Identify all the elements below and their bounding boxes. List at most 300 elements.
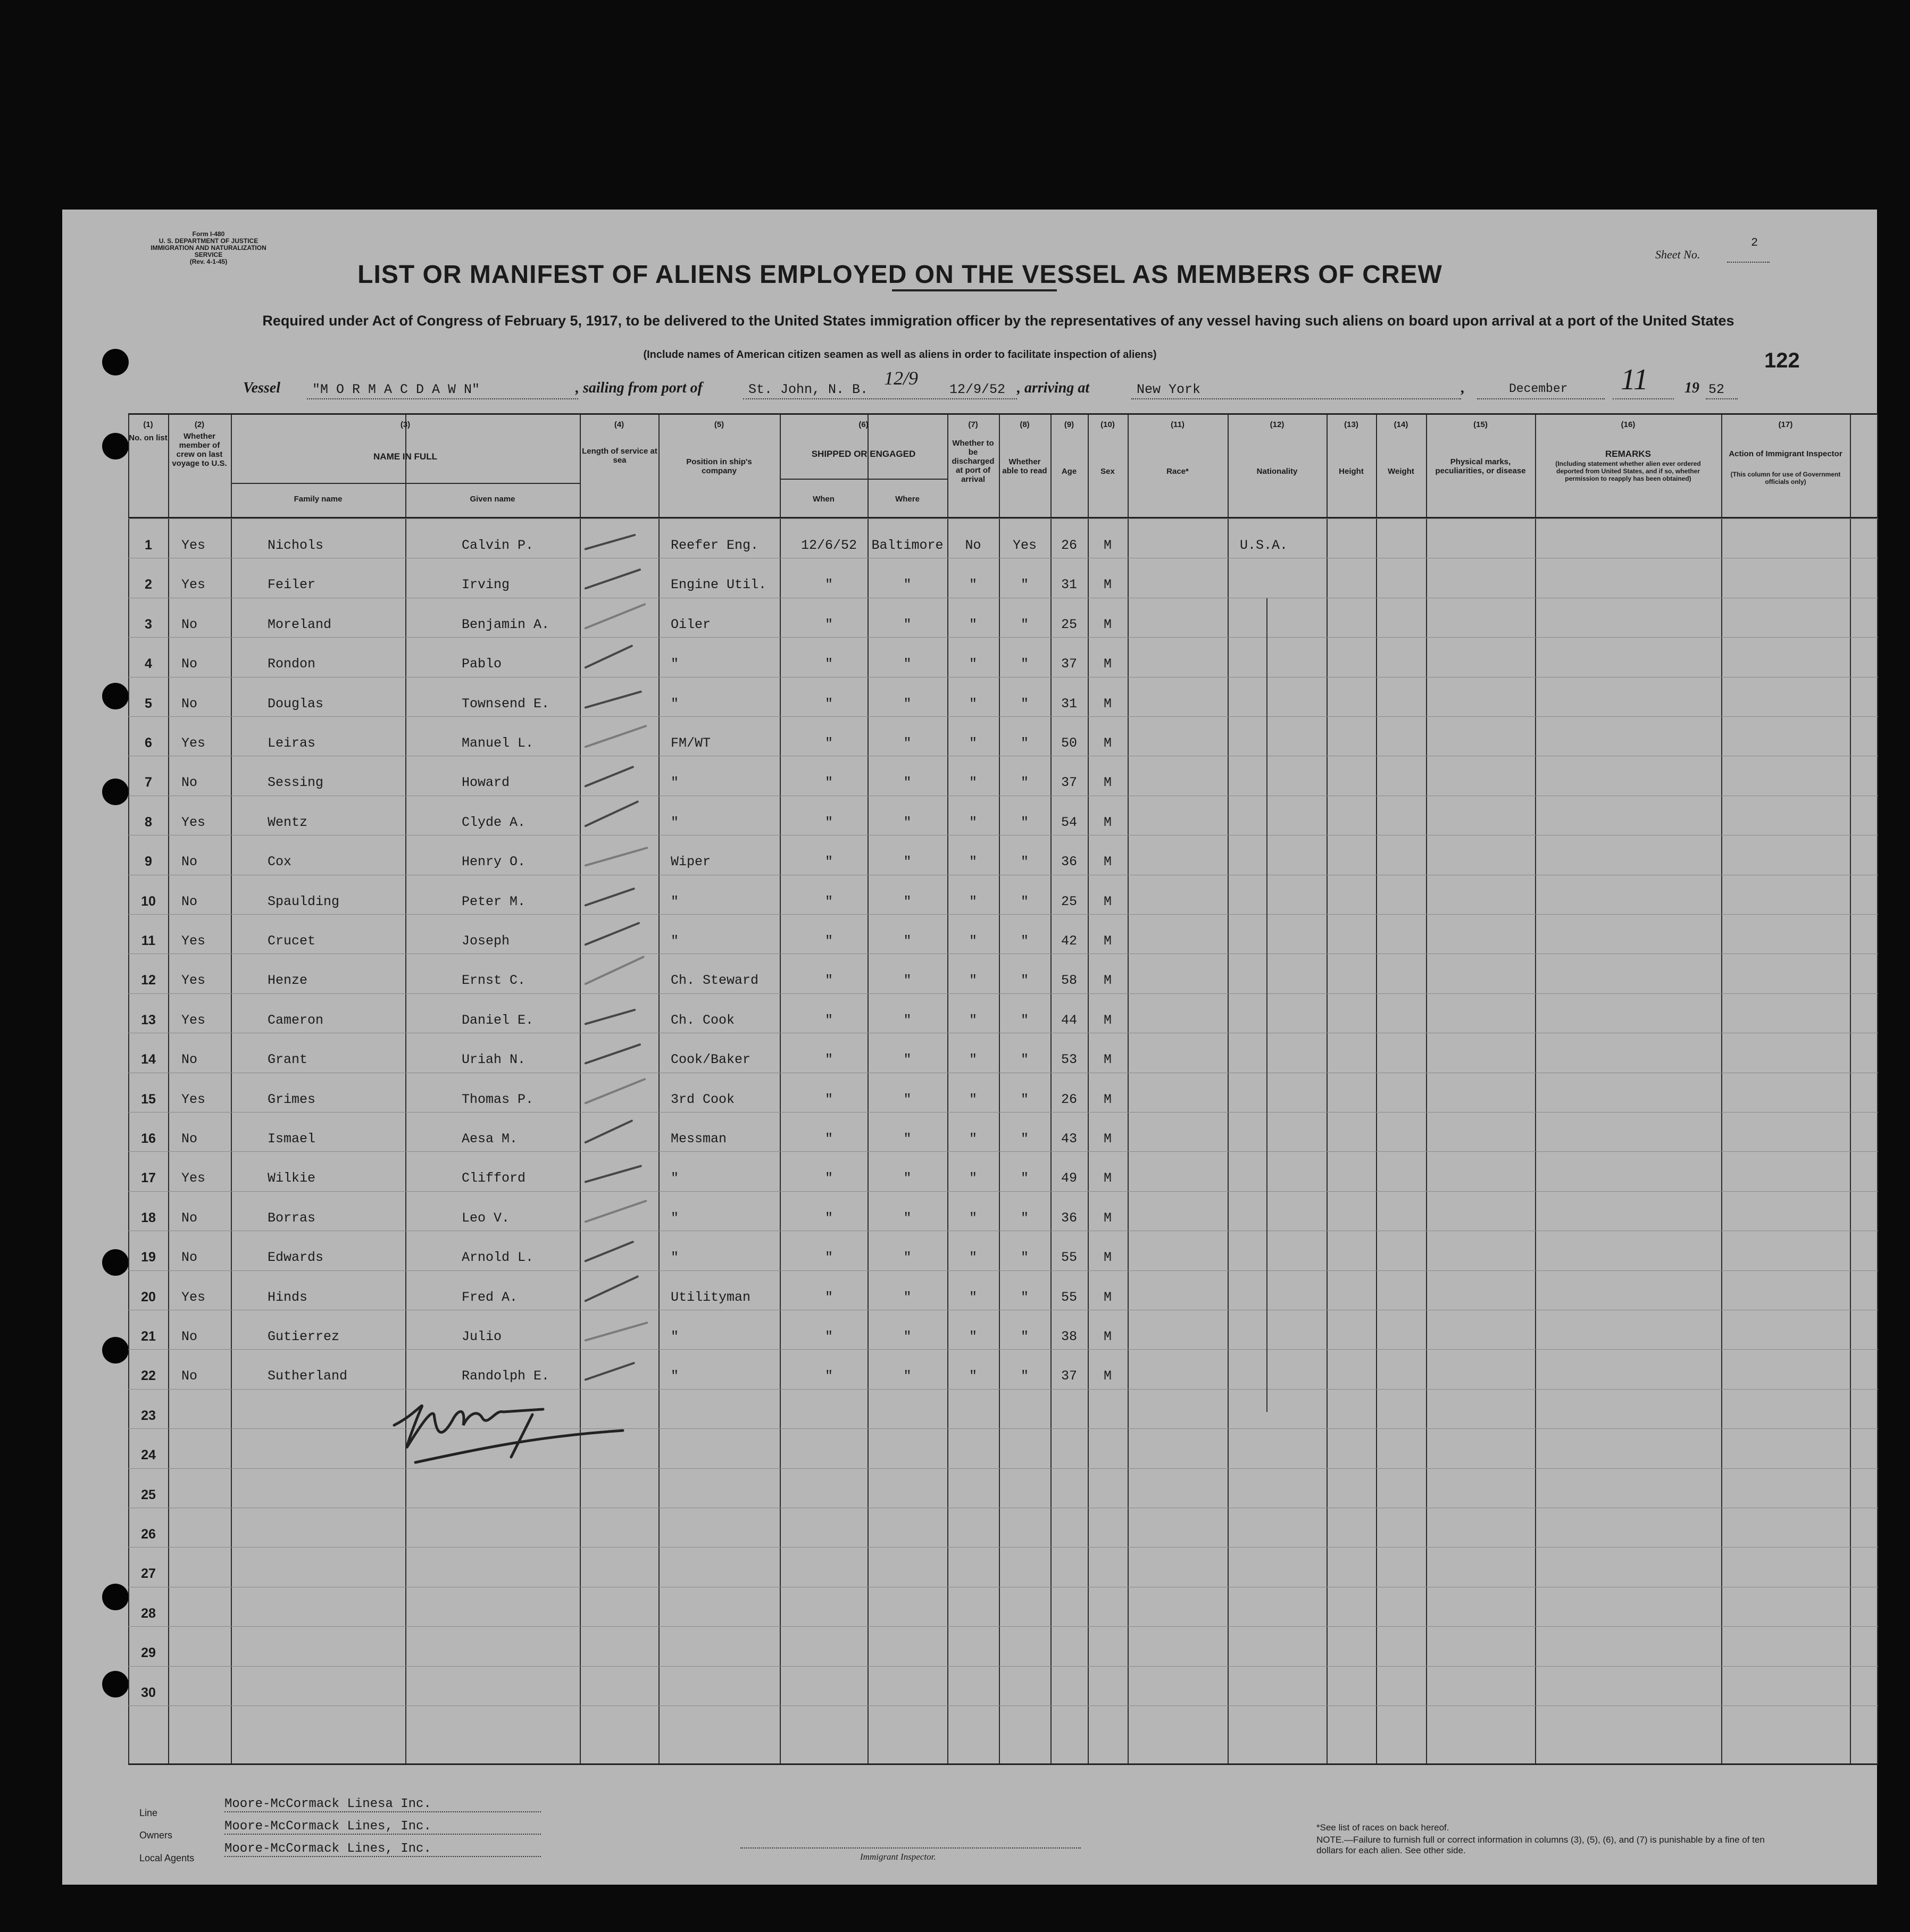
arriving-label: , arriving at — [1017, 380, 1090, 396]
cell-prev: Yes — [181, 933, 206, 949]
cell-discharge: " — [969, 854, 977, 870]
row-rule — [128, 1349, 1878, 1350]
cell-given: Aesa M. — [462, 1131, 518, 1147]
page-title: LIST OR MANIFEST OF ALIENS EMPLOYED ON THE VESSEL AS MEMBERS OF CREW — [357, 261, 1442, 289]
col-divider — [780, 415, 781, 1763]
cell-age: 26 — [1061, 1091, 1077, 1107]
cell-sex: M — [1103, 1012, 1112, 1028]
cell-position: " — [671, 933, 679, 949]
cell-where: " — [903, 1210, 912, 1226]
cell-position: " — [671, 893, 679, 909]
row-rule — [128, 1112, 1878, 1113]
col15-header: Physical marks, peculiarities, or disease — [1435, 457, 1526, 475]
cell-family: Sessing — [268, 775, 324, 791]
col-divider — [231, 415, 232, 1763]
col7-number: (7) — [968, 420, 978, 429]
cell-given: Howard — [462, 775, 510, 791]
form-service: IMMIGRATION AND NATURALIZATION SERVICE — [151, 244, 266, 258]
col8-header: Whether able to read — [1002, 457, 1047, 475]
cell-sex: M — [1103, 538, 1112, 553]
cell-sex: M — [1103, 1210, 1112, 1226]
cell-sex: M — [1103, 1368, 1112, 1384]
cell-where: " — [903, 1012, 912, 1028]
cell-age: 54 — [1061, 814, 1077, 830]
shipped-when-header: When — [813, 495, 835, 504]
cell-discharge: " — [969, 1289, 977, 1305]
cell-where: " — [903, 893, 912, 909]
cell-given: Daniel E. — [462, 1012, 534, 1028]
cell-discharge: " — [969, 1170, 977, 1186]
cell-read: " — [1020, 1289, 1029, 1305]
check-mark — [584, 1241, 634, 1262]
col4-header: Length of service at sea — [582, 447, 657, 465]
cell-position: " — [671, 814, 679, 830]
cell-when: " — [824, 1368, 833, 1384]
ditto-line — [1266, 598, 1267, 1412]
cell-family: Gutierrez — [268, 1329, 340, 1344]
cell-where: " — [903, 577, 912, 593]
cell-position: Utilityman — [671, 1289, 751, 1305]
cell-when: " — [824, 1289, 833, 1305]
row-number: 14 — [141, 1052, 156, 1067]
cell-where: " — [903, 1131, 912, 1147]
cell-position: " — [671, 1329, 679, 1344]
cell-age: 49 — [1061, 1170, 1077, 1186]
shipped-where-header: Where — [895, 495, 920, 504]
cell-discharge: " — [969, 775, 977, 791]
cell-family: Feiler — [268, 577, 316, 593]
cell-prev: No — [181, 854, 198, 870]
cell-when: " — [824, 1250, 833, 1266]
row-rule — [128, 993, 1878, 994]
requirement-text: Required under Act of Congress of February 5, 1917, to be delivered to the United States immigration officer by the representatives of any vessel having such aliens on board upon arrival at a port of the United States — [262, 313, 1734, 329]
cell-discharge: " — [969, 1329, 977, 1344]
sailing-port: St. John, N. B. — [748, 382, 869, 397]
cell-given: Manuel L. — [462, 735, 534, 751]
cell-position: Wiper — [671, 854, 711, 870]
arriving-port: New York — [1137, 382, 1201, 397]
cell-given: Calvin P. — [462, 538, 534, 553]
col-divider — [1535, 415, 1536, 1763]
cell-age: 36 — [1061, 854, 1077, 870]
punch-hole — [102, 683, 129, 709]
include-note: (Include names of American citizen seamen as well as aliens in order to facilitate inspection of aliens) — [643, 349, 1157, 361]
cell-given: Clyde A. — [462, 814, 526, 830]
cell-family: Henze — [268, 973, 308, 989]
cell-sex: M — [1103, 1091, 1112, 1107]
cell-prev: Yes — [181, 735, 206, 751]
cell-prev: No — [181, 1210, 198, 1226]
col-divider — [1721, 415, 1722, 1763]
col2-number: (2) — [194, 420, 205, 429]
cell-family: Cox — [268, 854, 292, 870]
col6-number: (6) — [858, 420, 869, 429]
row-rule — [128, 1151, 1878, 1152]
col5-number: (5) — [714, 420, 724, 429]
cell-family: Edwards — [268, 1250, 324, 1266]
cell-when: " — [824, 696, 833, 712]
check-mark — [584, 534, 636, 550]
cell-where: Baltimore — [871, 538, 944, 553]
cell-discharge: " — [969, 973, 977, 989]
punch-hole — [102, 1249, 129, 1276]
check-mark — [584, 800, 639, 827]
row-number: 15 — [141, 1091, 156, 1107]
cell-where: " — [903, 814, 912, 830]
cell-position: FM/WT — [671, 735, 711, 751]
cell-family: Hinds — [268, 1289, 308, 1305]
col-divider — [1376, 415, 1377, 1763]
year-prefix: 19 — [1684, 380, 1699, 396]
row-rule — [128, 1191, 1878, 1192]
cell-sex: M — [1103, 893, 1112, 909]
comma: , — [1461, 380, 1465, 396]
cell-discharge: " — [969, 656, 977, 672]
cell-prev: No — [181, 1250, 198, 1266]
cell-prev: Yes — [181, 1091, 206, 1107]
col-divider — [1327, 415, 1328, 1763]
name-subdivider — [231, 483, 580, 484]
cell-when: " — [824, 1329, 833, 1344]
cell-read: Yes — [1012, 538, 1037, 553]
row-number: 26 — [141, 1527, 156, 1542]
col4-number: (4) — [614, 420, 624, 429]
check-mark — [584, 1275, 639, 1302]
row-number: 8 — [145, 814, 152, 830]
cell-age: 37 — [1061, 775, 1077, 791]
cell-discharge: " — [969, 1012, 977, 1028]
cell-family: Douglas — [268, 696, 324, 712]
col17-number: (17) — [1778, 420, 1793, 429]
cell-age: 42 — [1061, 933, 1077, 949]
cell-read: " — [1020, 1170, 1029, 1186]
check-mark — [584, 847, 648, 867]
cell-read: " — [1020, 1091, 1029, 1107]
row-number: 24 — [141, 1448, 156, 1463]
col1-number: (1) — [143, 420, 153, 429]
col1-header: No. on list — [129, 433, 168, 442]
row-number: 7 — [145, 775, 152, 790]
cell-discharge: " — [969, 1210, 977, 1226]
row-number: 22 — [141, 1368, 156, 1384]
cell-discharge: " — [969, 933, 977, 949]
check-mark — [584, 766, 634, 788]
check-mark — [584, 568, 641, 590]
cell-given: Ernst C. — [462, 973, 526, 989]
cell-position: " — [671, 1210, 679, 1226]
row-rule — [128, 1547, 1878, 1548]
form-number: Form I-480 — [192, 230, 225, 238]
cell-where: " — [903, 735, 912, 751]
cell-read: " — [1020, 1210, 1029, 1226]
row-number: 9 — [145, 854, 152, 869]
cell-when: " — [824, 616, 833, 632]
col-divider — [1228, 415, 1229, 1763]
cell-read: " — [1020, 1131, 1029, 1147]
cell-age: 25 — [1061, 893, 1077, 909]
cell-read: " — [1020, 893, 1029, 909]
cell-sex: M — [1103, 1250, 1112, 1266]
cell-sex: M — [1103, 933, 1112, 949]
cell-family: Grant — [268, 1052, 308, 1068]
line-label: Line — [139, 1808, 158, 1818]
row-number: 25 — [141, 1487, 156, 1502]
col3-number: (3) — [400, 420, 411, 429]
cell-sex: M — [1103, 775, 1112, 791]
cell-given: Arnold L. — [462, 1250, 534, 1266]
line-value: Moore-McCormack Linesa Inc. — [224, 1797, 541, 1812]
punch-hole — [102, 779, 129, 805]
cell-where: " — [903, 775, 912, 791]
cell-sex: M — [1103, 1170, 1112, 1186]
cell-age: 31 — [1061, 577, 1077, 593]
arrival-month: December — [1509, 382, 1568, 396]
cell-where: " — [903, 1368, 912, 1384]
row-number: 5 — [145, 696, 152, 711]
cell-discharge: " — [969, 616, 977, 632]
cell-when: " — [824, 854, 833, 870]
cell-prev: Yes — [181, 814, 206, 830]
check-mark — [584, 1200, 647, 1223]
cell-given: Peter M. — [462, 893, 526, 909]
cell-discharge: " — [969, 577, 977, 593]
cell-given: Uriah N. — [462, 1052, 526, 1068]
year-line — [1706, 398, 1738, 399]
cell-prev: No — [181, 893, 198, 909]
cell-position: " — [671, 1250, 679, 1266]
col2-header: Whether member of crew on last voyage to U.S. — [172, 432, 227, 468]
row-number: 2 — [145, 577, 152, 592]
cell-where: " — [903, 933, 912, 949]
cell-position: " — [671, 1170, 679, 1186]
check-mark — [584, 1322, 648, 1342]
cell-read: " — [1020, 775, 1029, 791]
col16-header: REMARKS — [1605, 449, 1651, 459]
page-number: 122 — [1764, 349, 1800, 372]
check-mark — [584, 1008, 636, 1025]
cell-given: Thomas P. — [462, 1091, 534, 1107]
cell-read: " — [1020, 1250, 1029, 1266]
cell-when: " — [824, 656, 833, 672]
cell-when: " — [824, 1091, 833, 1107]
cell-when: " — [824, 814, 833, 830]
row-rule — [128, 637, 1878, 638]
vessel-label: Vessel — [243, 380, 280, 396]
cell-prev: Yes — [181, 973, 206, 989]
sailing-label: , sailing from port of — [575, 380, 703, 396]
agents-value: Moore-McCormack Lines, Inc. — [224, 1842, 541, 1857]
cell-position: Ch. Steward — [671, 973, 759, 989]
cell-discharge: " — [969, 1250, 977, 1266]
cell-sex: M — [1103, 854, 1112, 870]
cell-given: Pablo — [462, 656, 502, 672]
cell-prev: Yes — [181, 577, 206, 593]
cell-prev: No — [181, 775, 198, 791]
cell-family: Grimes — [268, 1091, 316, 1107]
cell-read: " — [1020, 854, 1029, 870]
cell-where: " — [903, 1170, 912, 1186]
cell-where: " — [903, 1091, 912, 1107]
col-divider — [168, 415, 169, 1763]
cell-where: " — [903, 1052, 912, 1068]
cell-age: 53 — [1061, 1052, 1077, 1068]
col10-number: (10) — [1100, 420, 1115, 429]
col6-header: SHIPPED OR ENGAGED — [811, 449, 916, 459]
check-mark — [584, 603, 646, 629]
cell-given: Townsend E. — [462, 696, 550, 712]
races-note: *See list of races on back hereof. — [1316, 1822, 1449, 1833]
cell-when: " — [824, 933, 833, 949]
cell-sex: M — [1103, 1289, 1112, 1305]
arrival-day: 11 — [1621, 363, 1648, 396]
cell-sex: M — [1103, 1131, 1112, 1147]
cell-read: " — [1020, 814, 1029, 830]
col-divider — [580, 415, 581, 1763]
owners-value: Moore-McCormack Lines, Inc. — [224, 1819, 541, 1835]
inspector-label: Immigrant Inspector. — [860, 1852, 936, 1862]
cell-given: Fred A. — [462, 1289, 518, 1305]
cell-age: 43 — [1061, 1131, 1077, 1147]
cell-given: Clifford — [462, 1170, 526, 1186]
cell-sex: M — [1103, 1329, 1112, 1344]
col14-number: (14) — [1394, 420, 1408, 429]
cell-family: Nichols — [268, 538, 324, 553]
cell-when: " — [824, 973, 833, 989]
cell-where: " — [903, 854, 912, 870]
cell-family: Ismael — [268, 1131, 316, 1147]
cell-where: " — [903, 1289, 912, 1305]
day-line — [1613, 398, 1674, 399]
row-number: 4 — [145, 656, 152, 672]
cell-where: " — [903, 696, 912, 712]
cell-when: " — [824, 775, 833, 791]
penalty-note: NOTE.—Failure to furnish full or correct information in columns (3), (5), (6), and (7) is punishable by a fine of ten dollars for each alien. See other side. — [1316, 1835, 1765, 1855]
row-rule — [128, 518, 1878, 519]
given-name-header: Given name — [470, 495, 515, 504]
inspector-line — [740, 1847, 1081, 1849]
col9-number: (9) — [1064, 420, 1074, 429]
cell-position: Messman — [671, 1131, 727, 1147]
cell-discharge: " — [969, 1368, 977, 1384]
row-number: 28 — [141, 1605, 156, 1621]
row-number: 23 — [141, 1408, 156, 1423]
row-number: 12 — [141, 973, 156, 988]
cell-read: " — [1020, 973, 1029, 989]
check-mark — [584, 956, 645, 985]
col-divider — [1128, 415, 1129, 1763]
cell-given: Julio — [462, 1329, 502, 1344]
cell-family: Cameron — [268, 1012, 324, 1028]
col16-subheader: (Including statement whether alien ever ordered deported from United States, and if so, whether permission to reapply has been obtained) — [1555, 460, 1701, 482]
signature — [383, 1377, 628, 1478]
row-rule — [128, 1705, 1878, 1706]
cell-where: " — [903, 1329, 912, 1344]
cell-sex: M — [1103, 696, 1112, 712]
punch-hole — [102, 433, 129, 459]
cell-when: " — [824, 735, 833, 751]
row-number: 13 — [141, 1012, 156, 1027]
title-underline — [892, 289, 1057, 291]
row-number: 29 — [141, 1645, 156, 1661]
row-number: 20 — [141, 1289, 156, 1304]
cell-discharge: " — [969, 1131, 977, 1147]
cell-family: Leiras — [268, 735, 316, 751]
crew-table — [128, 413, 1878, 1765]
cell-discharge: " — [969, 814, 977, 830]
check-mark — [584, 1043, 641, 1065]
cell-age: 38 — [1061, 1329, 1077, 1344]
punch-hole — [102, 1337, 129, 1364]
cell-given: Randolph E. — [462, 1368, 550, 1384]
cell-read: " — [1020, 933, 1029, 949]
cell-age: 31 — [1061, 696, 1077, 712]
cell-discharge: " — [969, 1091, 977, 1107]
owners-label: Owners — [139, 1830, 173, 1841]
cell-given: Joseph — [462, 933, 510, 949]
row-number: 3 — [145, 616, 152, 632]
col-divider — [405, 415, 406, 1763]
cell-age: 37 — [1061, 656, 1077, 672]
check-mark — [584, 1077, 646, 1104]
vessel-name: "M O R M A C D A W N" — [312, 382, 480, 397]
row-rule — [128, 716, 1878, 717]
col11-number: (11) — [1171, 420, 1185, 429]
cell-position: 3rd Cook — [671, 1091, 735, 1107]
col9-header: Age — [1061, 467, 1077, 476]
cell-read: " — [1020, 1012, 1029, 1028]
cell-when: " — [824, 1131, 833, 1147]
cell-when: " — [824, 577, 833, 593]
cell-when: 12/6/52 — [800, 538, 857, 553]
punch-hole — [102, 1584, 129, 1610]
row-number: 30 — [141, 1685, 156, 1700]
check-mark — [584, 725, 647, 748]
punch-hole — [102, 349, 129, 375]
form-revision: (Rev. 4-1-45) — [189, 258, 228, 265]
cell-when: " — [824, 1052, 833, 1068]
sailing-line — [743, 398, 1017, 399]
table-border — [128, 415, 129, 1763]
sheet-number-label: Sheet No. — [1655, 248, 1700, 261]
cell-position: Cook/Baker — [671, 1052, 751, 1068]
col8-number: (8) — [1020, 420, 1030, 429]
arrival-year: 52 — [1708, 382, 1725, 397]
row-number: 17 — [141, 1170, 156, 1186]
row-rule — [128, 677, 1878, 678]
col12-header: Nationality — [1256, 467, 1298, 476]
check-mark — [584, 1165, 642, 1184]
col5-header: Position in ship's company — [686, 457, 752, 475]
row-number: 21 — [141, 1329, 156, 1344]
check-mark — [584, 887, 635, 906]
cell-sex: M — [1103, 735, 1112, 751]
col16-number: (16) — [1621, 420, 1636, 429]
cell-family: Wilkie — [268, 1170, 316, 1186]
cell-discharge: " — [969, 735, 977, 751]
sailing-date: 12/9/52 — [949, 382, 1006, 397]
row-number: 10 — [141, 893, 156, 909]
cell-where: " — [903, 1250, 912, 1266]
cell-sex: M — [1103, 1052, 1112, 1068]
cell-prev: Yes — [181, 1289, 206, 1305]
cell-read: " — [1020, 1368, 1029, 1384]
row-rule — [128, 1626, 1878, 1627]
cell-sex: M — [1103, 616, 1112, 632]
cell-discharge: " — [969, 1052, 977, 1068]
sheet-number-value: 2 — [1751, 236, 1758, 249]
cell-read: " — [1020, 656, 1029, 672]
manifest-sheet — [62, 210, 1877, 1885]
